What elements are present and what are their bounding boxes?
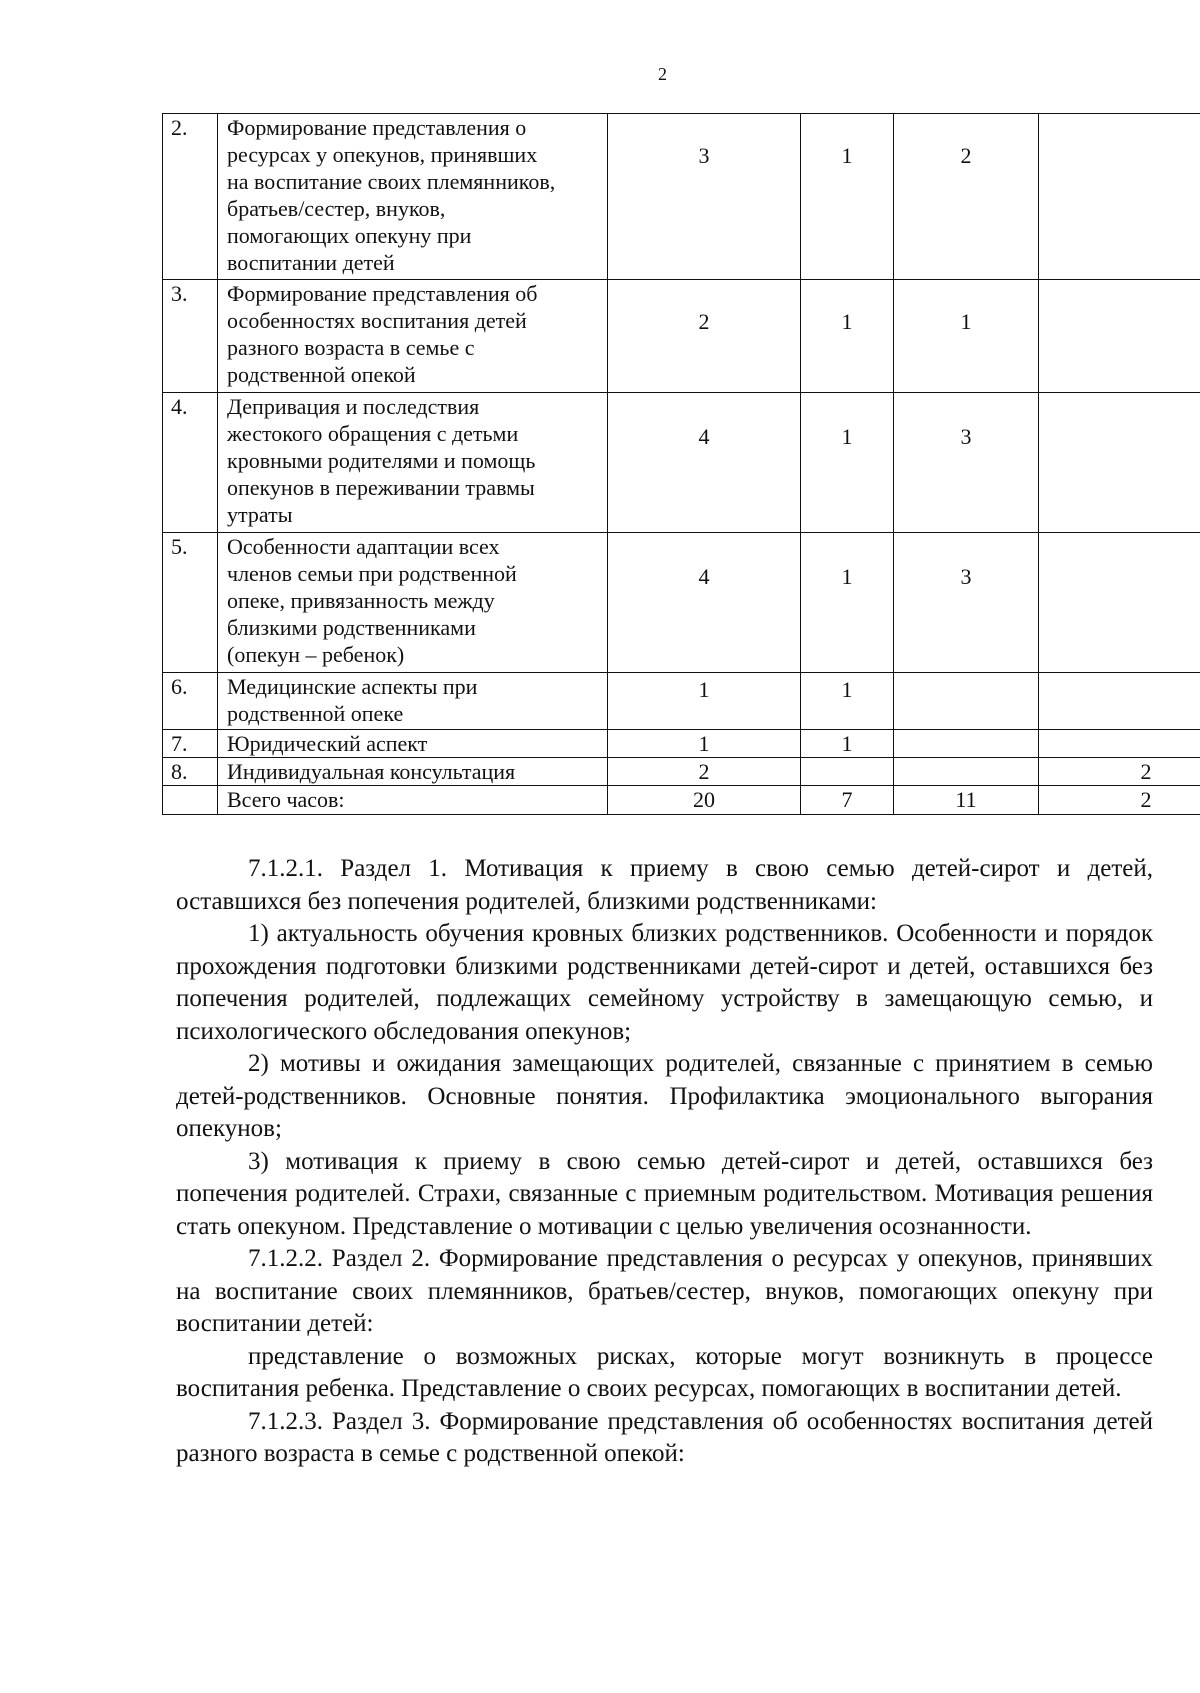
row-practice-hours — [894, 280, 1039, 393]
program-table — [162, 113, 1200, 815]
row-topic-line: Депривация и последствия — [227, 394, 480, 419]
table-row — [163, 533, 1200, 673]
body-text — [176, 853, 1153, 1471]
row-consult-hours — [1039, 393, 1200, 533]
hours-value — [1039, 533, 1200, 563]
row-topic — [218, 673, 608, 730]
table-row — [163, 393, 1200, 533]
row-topic — [218, 758, 608, 786]
paragraph: 3) мотивация к приему в свою семью детей-сирот и детей, оставшихся без попечения родителей. Страхи, связанные с приемным родительством. Мотивация решения стать опекуном. Представление о мотивации с целью увеличения осознанности. — [176, 1147, 1153, 1240]
hours-value: 7 — [841, 787, 853, 812]
row-number: 4. — [163, 393, 218, 533]
row-number — [163, 786, 218, 815]
page-number: 2 — [658, 64, 667, 84]
row-topic-line: помогающих опекуну при — [227, 223, 472, 248]
hours-value — [1039, 280, 1200, 308]
row-theory-hours — [801, 673, 894, 730]
row-number: 5. — [163, 533, 218, 673]
hours-value: 11 — [955, 787, 977, 812]
row-consult-hours — [1039, 758, 1200, 786]
hours-value: 1 — [960, 309, 972, 334]
hours-value: 1 — [841, 424, 853, 449]
row-consult-hours — [1039, 786, 1200, 815]
row-topic-line: особенностях воспитания детей — [227, 308, 527, 333]
hours-value: 4 — [698, 564, 710, 589]
paragraph: 1) актуальность обучения кровных близких родственников. Особенности и порядок прохождения подготовки близкими родственниками детей-сирот и детей, оставшихся без попечения родителей, подлежащих семейному устройству в замещающую семью, и психологического обследования опекунов; — [176, 920, 1153, 1045]
row-topic-line: кровными родителями и помощь — [227, 448, 536, 473]
hours-value: 1 — [841, 564, 853, 589]
hours-value: 2 — [698, 759, 710, 784]
row-theory-hours — [801, 533, 894, 673]
row-practice-hours — [894, 533, 1039, 673]
row-topic — [218, 393, 608, 533]
hours-value: 1 — [841, 677, 853, 702]
row-theory-hours — [801, 730, 894, 758]
row-theory-hours — [801, 114, 894, 280]
table-row — [163, 758, 1200, 786]
row-topic-line: опекунов в переживании травмы — [227, 475, 535, 500]
row-total-hours — [608, 758, 801, 786]
row-theory-hours — [801, 786, 894, 815]
row-topic-line: ресурсах у опекунов, принявших — [227, 142, 538, 167]
hours-value: 3 — [960, 564, 972, 589]
hours-value: 3 — [960, 424, 972, 449]
table-row — [163, 786, 1200, 815]
row-total-hours — [608, 393, 801, 533]
row-total-hours — [608, 786, 801, 815]
row-topic-line: утраты — [227, 502, 293, 527]
hours-value: 1 — [698, 731, 710, 756]
row-topic-line: братьев/сестер, внуков, — [227, 196, 446, 221]
row-topic-line: членов семьи при родственной — [227, 561, 517, 586]
hours-value: 1 — [841, 143, 853, 168]
row-total-hours — [608, 114, 801, 280]
row-consult-hours — [1039, 730, 1200, 758]
row-topic-line: Формирование представления о — [227, 115, 527, 140]
row-number: 8. — [163, 758, 218, 786]
row-topic-line: разного возраста в семье с — [227, 335, 475, 360]
row-number: 6. — [163, 673, 218, 730]
row-topic-line: родственной опекой — [227, 362, 416, 387]
table-row — [163, 673, 1200, 730]
row-practice-hours — [894, 758, 1039, 786]
row-topic-line: родственной опеке — [227, 701, 404, 726]
row-theory-hours — [801, 280, 894, 393]
hours-value: 1 — [841, 309, 853, 334]
row-topic — [218, 533, 608, 673]
table-row — [163, 280, 1200, 393]
row-topic-line: Индивидуальная консультация — [227, 759, 516, 784]
row-total-hours — [608, 730, 801, 758]
row-topic-line: воспитании детей — [227, 250, 395, 275]
row-consult-hours — [1039, 280, 1200, 393]
hours-value — [1039, 114, 1200, 142]
row-topic — [218, 730, 608, 758]
hours-value — [1039, 673, 1200, 676]
row-topic — [218, 786, 608, 815]
row-topic-line: близкими родственниками — [227, 615, 476, 640]
hours-value: 2 — [1140, 787, 1152, 812]
row-total-hours — [608, 673, 801, 730]
row-practice-hours — [894, 393, 1039, 533]
hours-value: 2 — [960, 143, 972, 168]
row-consult-hours — [1039, 533, 1200, 673]
paragraph: 7.1.2.2. Раздел 2. Формирование представления о ресурсах у опекунов, принявших на воспитание своих племянников, братьев/сестер, внуков, помогающих опекуну при воспитании детей: — [176, 1245, 1153, 1337]
table-row — [163, 114, 1200, 280]
hours-value: 1 — [698, 677, 710, 702]
row-total-hours — [608, 280, 801, 393]
row-topic — [218, 280, 608, 393]
paragraph: 7.1.2.1. Раздел 1. Мотивация к приему в свою семью детей-сирот и детей, оставшихся без попечения родителей, близкими родственниками: — [176, 855, 1153, 915]
row-topic-line: Всего часов: — [227, 787, 345, 812]
hours-value: 4 — [698, 424, 710, 449]
table-row — [163, 730, 1200, 758]
row-practice-hours — [894, 114, 1039, 280]
row-topic-line: Медицинские аспекты при — [227, 674, 478, 699]
hours-value — [1039, 393, 1200, 423]
hours-value: 2 — [698, 309, 710, 334]
row-topic-line: (опекун – ребенок) — [227, 642, 405, 667]
paragraph: 7.1.2.3. Раздел 3. Формирование представления об особенностях воспитания детей разного возраста в семье с родственной опекой: — [176, 1407, 1153, 1467]
row-topic-line: Юридический аспект — [227, 731, 428, 756]
row-topic-line: Формирование представления об — [227, 281, 538, 306]
row-topic-line: опеке, привязанность между — [227, 588, 495, 613]
hours-value: 3 — [698, 143, 710, 168]
paragraph: представление о возможных рисках, которые могут возникнуть в процессе воспитания ребенка. Представление о своих ресурсах, помогающих в воспитании детей. — [176, 1342, 1153, 1402]
row-theory-hours — [801, 393, 894, 533]
row-topic-line: жестокого обращения с детьми — [227, 421, 519, 446]
row-practice-hours — [894, 786, 1039, 815]
row-consult-hours — [1039, 114, 1200, 280]
row-topic-line: Особенности адаптации всех — [227, 534, 500, 559]
row-topic — [218, 114, 608, 280]
row-practice-hours — [894, 673, 1039, 730]
hours-value: 20 — [693, 787, 715, 812]
row-number: 3. — [163, 280, 218, 393]
row-consult-hours — [1039, 673, 1200, 730]
row-topic-line: на воспитание своих племянников, — [227, 169, 556, 194]
row-number: 2. — [163, 114, 218, 280]
program-table-body — [163, 114, 1200, 815]
row-practice-hours — [894, 730, 1039, 758]
row-number: 7. — [163, 730, 218, 758]
row-theory-hours — [801, 758, 894, 786]
hours-value: 2 — [1140, 759, 1152, 784]
paragraph: 2) мотивы и ожидания замещающих родителей, связанные с принятием в семью детей-родственников. Основные понятия. Профилактика эмоционального выгорания опекунов; — [176, 1050, 1153, 1142]
row-total-hours — [608, 533, 801, 673]
hours-value — [894, 673, 1038, 676]
hours-value: 1 — [841, 731, 853, 756]
